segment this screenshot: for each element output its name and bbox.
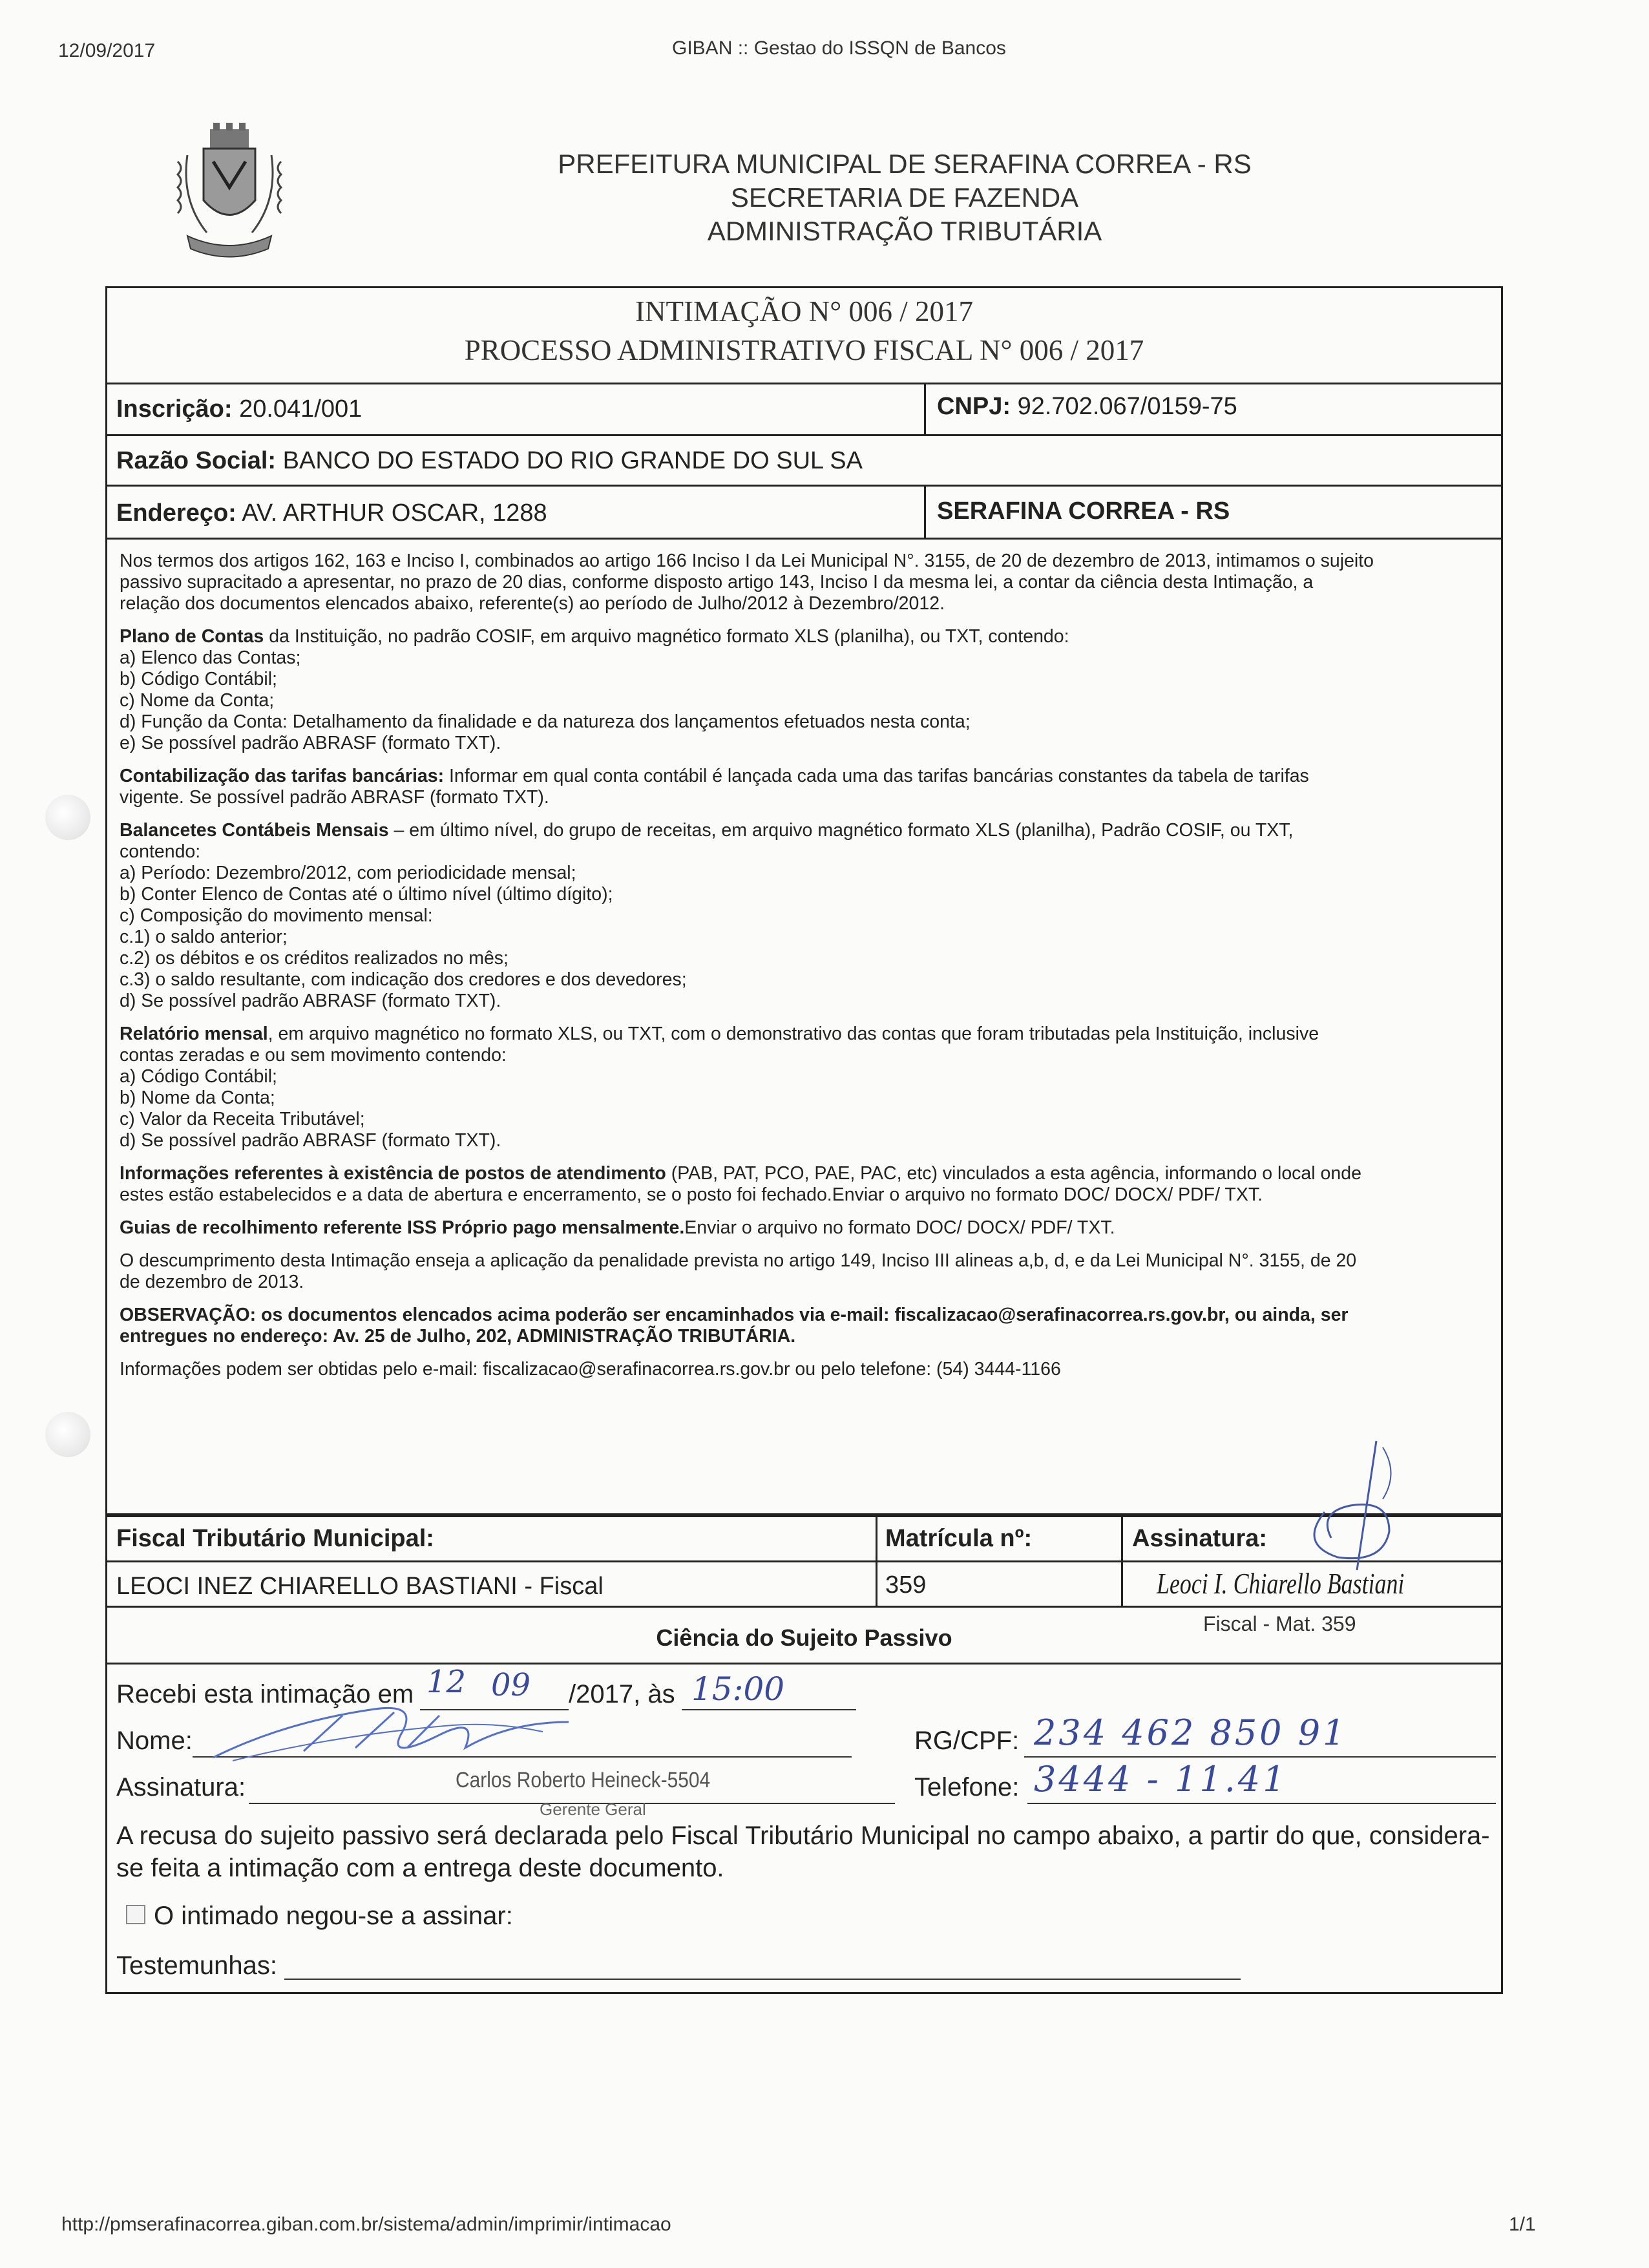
testemunhas-underline xyxy=(284,1979,1241,1980)
matricula-label: Matrícula nº: xyxy=(885,1525,1033,1552)
fiscal-name: LEOCI INEZ CHIARELLO BASTIANI - Fiscal xyxy=(116,1573,604,1600)
ciencia-box xyxy=(105,1608,1503,1994)
list-item: a) Elenco das Contas; xyxy=(120,647,301,668)
print-date: 12/09/2017 xyxy=(58,40,156,61)
postos-title: Informações referentes à existência de postos de atendimento xyxy=(120,1163,666,1184)
observacao-text: OBSERVAÇÃO: os documentos elencados acima poderão ser encaminhados via e-mail: fiscalizacao@serafinacorrea.rs.gov.br, ou ainda, ser xyxy=(120,1305,1349,1325)
fiscal-stamp-name: Leoci I. Chiarello Bastiani xyxy=(1157,1567,1405,1600)
balancetes-text: – em último nível, do grupo de receitas, em arquivo magnético formato XLS (planilha), Padrão COSIF, ou TXT, xyxy=(388,820,1294,841)
list-item: c.2) os débitos e os créditos realizados no mês; xyxy=(120,948,509,969)
list-item: c.3) o saldo resultante, com indicação dos credores e dos devedores; xyxy=(120,969,687,990)
relatorio-title: Relatório mensal xyxy=(120,1024,268,1044)
plano-text: da Instituição, no padrão COSIF, em arquivo magnético formato XLS (planilha), ou TXT, contendo: xyxy=(264,626,1069,647)
list-item: c) Composição do movimento mensal: xyxy=(120,905,433,926)
divider xyxy=(876,1515,877,1608)
signature-scribble-icon xyxy=(207,1696,594,1774)
hand-time: 15:00 xyxy=(691,1670,785,1708)
list-item: c) Nome da Conta; xyxy=(120,690,275,711)
negou-checkbox[interactable] xyxy=(126,1905,145,1924)
fiscal-stamp-role: Fiscal - Mat. 359 xyxy=(1203,1612,1356,1635)
stamp-role: Gerente Geral xyxy=(540,1800,646,1819)
hand-month: 09 xyxy=(491,1667,531,1703)
list-item: a) Código Contábil; xyxy=(120,1066,277,1087)
balancetes-title: Balancetes Contábeis Mensais xyxy=(120,820,389,841)
recusa-line: A recusa do sujeito passivo será declarada pelo Fiscal Tributário Municipal no campo abaixo, a partir do que, considera- xyxy=(116,1822,1490,1850)
tarifas-text: Informar em qual conta contábil é lançada cada uma das tarifas bancárias constantes da tabela de tarifas xyxy=(444,766,1309,786)
negou-label: O intimado negou-se a assinar: xyxy=(154,1902,513,1930)
letterhead-line2: SECRETARIA DE FAZENDA xyxy=(730,182,1079,213)
list-item: b) Conter Elenco de Contas até o último nível (último dígito); xyxy=(120,884,613,905)
divider xyxy=(105,383,1503,384)
letterhead-line1: PREFEITURA MUNICIPAL DE SERAFINA CORREA - RS xyxy=(558,149,1252,179)
razao-label: Razão Social: xyxy=(116,447,277,474)
assinatura-label: Assinatura: xyxy=(116,1773,246,1801)
cnpj-value: 92.702.067/0159-75 xyxy=(1017,393,1237,420)
list-item: contendo: xyxy=(120,841,201,862)
punch-hole xyxy=(45,795,90,840)
list-item: d) Se possível padrão ABRASF (formato TXT). xyxy=(120,1130,501,1151)
list-item: d) Se possível padrão ABRASF (formato TXT). xyxy=(120,991,501,1011)
rgcpf-underline xyxy=(1024,1756,1496,1758)
intro-line: Nos termos dos artigos 162, 163 e Inciso I, combinados ao artigo 166 Inciso I da Lei Municipal N°. 3155, de 20 de dezembro de 2013, intimamos o sujeito xyxy=(120,551,1374,571)
razao-value: BANCO DO ESTADO DO RIO GRANDE DO SUL SA xyxy=(282,447,863,474)
observacao-text: entregues no endereço: Av. 25 de Julho, 202, ADMINISTRAÇÃO TRIBUTÁRIA. xyxy=(120,1326,796,1347)
assinatura-label: Assinatura: xyxy=(1132,1525,1268,1552)
divider xyxy=(924,383,926,434)
page-number: 1/1 xyxy=(1509,2214,1536,2235)
descumprimento-text: de dezembro de 2013. xyxy=(120,1272,304,1292)
divider xyxy=(105,1663,1503,1664)
endereco-field xyxy=(116,499,547,527)
hand-day: 12 xyxy=(426,1664,467,1700)
recusa-line: se feita a intimação com a entrega deste documento. xyxy=(116,1854,724,1882)
list-item: e) Se possível padrão ABRASF (formato TXT). xyxy=(120,733,501,753)
recebi-year: /2017, às xyxy=(569,1680,675,1708)
list-item: b) Código Contábil; xyxy=(120,669,277,689)
inscricao-field xyxy=(116,395,362,423)
list-item: c) Valor da Receita Tributável; xyxy=(120,1109,365,1129)
list-item: contas zeradas e ou sem movimento contendo: xyxy=(120,1045,507,1066)
fiscal-label: Fiscal Tributário Municipal: xyxy=(116,1525,434,1552)
hand-telefone: 3444 - 11.41 xyxy=(1034,1759,1288,1800)
divider xyxy=(105,434,1503,436)
endereco-value: AV. ARTHUR OSCAR, 1288 xyxy=(242,499,547,527)
list-item: b) Nome da Conta; xyxy=(120,1087,275,1108)
inscricao-value: 20.041/001 xyxy=(239,395,362,423)
tarifas-title: Contabilização das tarifas bancárias: xyxy=(120,766,445,786)
stamp-name: Carlos Roberto Heineck-5504 xyxy=(456,1768,711,1792)
time-underline xyxy=(682,1709,856,1710)
letterhead-line3: ADMINISTRAÇÃO TRIBUTÁRIA xyxy=(707,216,1102,246)
tarifas-text: vigente. Se possível padrão ABRASF (formato TXT). xyxy=(120,787,549,808)
recebi-prefix: Recebi esta intimação em xyxy=(116,1680,414,1708)
plano-title: Plano de Contas xyxy=(120,626,264,647)
razao-social-field xyxy=(116,447,863,475)
punch-hole xyxy=(45,1412,90,1457)
site-title: GIBAN :: Gestao do ISSQN de Bancos xyxy=(672,37,1006,59)
postos-text: estes estão estabelecidos e a data de abertura e encerramento, se o posto foi fechado.Enviar o arquivo no formato DOC/ DOCX/ PDF/ TXT. xyxy=(120,1184,1263,1205)
ciencia-title: Ciência do Sujeito Passivo xyxy=(656,1624,952,1651)
fiscal-signature-icon xyxy=(1286,1434,1409,1577)
body-text xyxy=(120,551,1496,1392)
cnpj-field xyxy=(937,393,1237,421)
informacoes-text: Informações podem ser obtidas pelo e-mail: fiscalizacao@serafinacorrea.rs.gov.br ou pelo telefone: (54) 3444-1166 xyxy=(120,1359,1061,1380)
list-item: d) Função da Conta: Detalhamento da finalidade e da natureza dos lançamentos efetuados nesta conta; xyxy=(120,711,971,732)
rgcpf-label: RG/CPF: xyxy=(914,1727,1020,1755)
intro-line: relação dos documentos elencados abaixo, referente(s) ao período de Julho/2012 à Dezembro/2012. xyxy=(120,593,945,614)
guias-text: Enviar o arquivo no formato DOC/ DOCX/ PDF/ TXT. xyxy=(684,1217,1115,1238)
recusa-text xyxy=(116,1820,1499,1884)
processo-number: PROCESSO ADMINISTRATIVO FISCAL N° 006 / 2017 xyxy=(464,334,1144,366)
divider xyxy=(105,485,1503,487)
list-item: a) Período: Dezembro/2012, com periodicidade mensal; xyxy=(120,863,576,883)
coat-of-arms-emblem xyxy=(149,116,310,265)
intro-line: passivo supracitado a apresentar, no prazo de 20 dias, conforme disposto artigo 143, Inciso I da mesma lei, a contar da ciência desta Intimação, a xyxy=(120,572,1314,593)
divider xyxy=(1121,1515,1123,1608)
endereco-label: Endereço: xyxy=(116,499,236,527)
telefone-underline xyxy=(1027,1803,1496,1804)
divider xyxy=(924,485,926,540)
intimacao-number: INTIMAÇÃO N° 006 / 2017 xyxy=(635,295,973,328)
inscricao-label: Inscrição: xyxy=(116,395,233,423)
relatorio-text: , em arquivo magnético no formato XLS, ou TXT, com o demonstrativo das contas que foram tributadas pela Instituição, inclusive xyxy=(268,1024,1319,1044)
matricula-value: 359 xyxy=(885,1571,927,1599)
cidade-value: SERAFINA CORREA - RS xyxy=(937,498,1230,525)
footer-url[interactable]: http://pmserafinacorrea.giban.com.br/sistema/admin/imprimir/intimacao xyxy=(61,2214,671,2235)
nome-label: Nome: xyxy=(116,1727,193,1755)
guias-title: Guias de recolhimento referente ISS Próprio pago mensalmente. xyxy=(120,1217,685,1238)
postos-text: (PAB, PAT, PCO, PAE, PAC, etc) vinculados a esta agência, informando o local onde xyxy=(666,1163,1361,1184)
testemunhas-label: Testemunhas: xyxy=(116,1951,278,1980)
telefone-label: Telefone: xyxy=(914,1773,1020,1801)
cnpj-label: CNPJ: xyxy=(937,393,1011,420)
descumprimento-text: O descumprimento desta Intimação enseja a aplicação da penalidade prevista no artigo 149, Inciso III alineas a,b, d, e da Lei Municipal N°. 3155, de 20 xyxy=(120,1250,1357,1271)
list-item: c.1) o saldo anterior; xyxy=(120,927,288,947)
hand-rgcpf: 234 462 850 91 xyxy=(1034,1712,1348,1753)
